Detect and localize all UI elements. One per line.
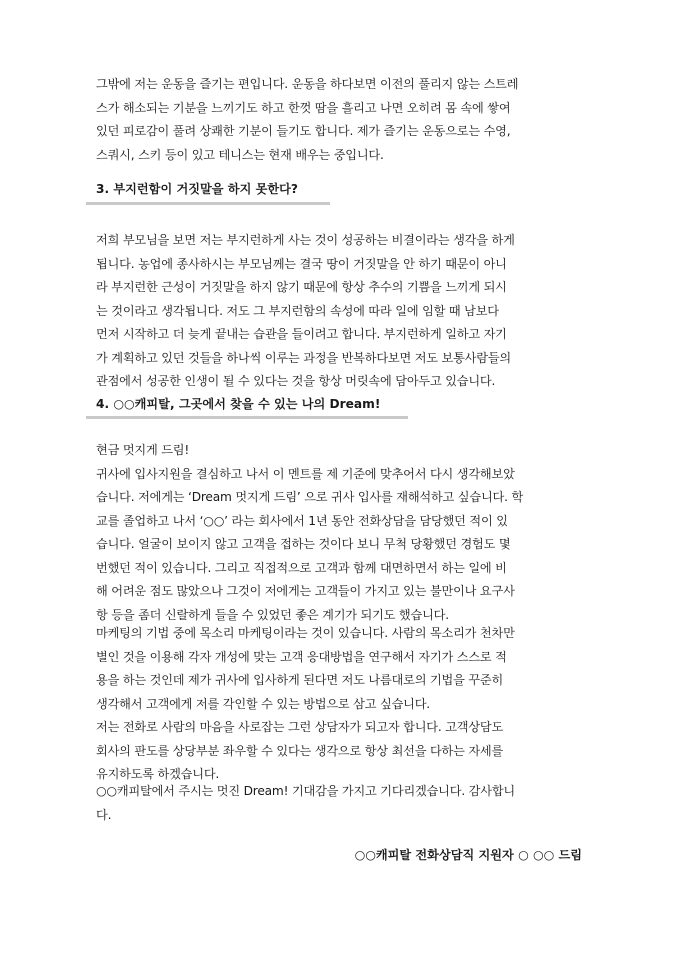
text-line: ○○캐피탈에서 주시는 멋진 Dream! 기대감을 가지고 기다리겠습니다. 감사합니	[96, 784, 515, 798]
text-line: 먼저 시작하고 더 늦게 끝내는 습관을 들이려고 합니다. 부지런하게 일하고 자기	[96, 327, 507, 341]
text-line: 다.	[96, 807, 112, 822]
section-4-heading: 4. ○○캐피탈, 그곳에서 찾을 수 있는 나의 Dream!	[96, 397, 381, 411]
section-4-paragraph-1	[96, 439, 584, 627]
text-line: 마케팅의 기법 중에 목소리 마케팅이라는 것이 있습니다. 사람의 목소리가 천차만	[96, 626, 515, 640]
text-line: 생각해서 고객에게 저를 각인할 수 있는 방법으로 삼고 싶습니다.	[96, 696, 430, 711]
text-line: 라 부지런한 근성이 거짓말을 하지 않기 때문에 항상 추수의 기쁨을 느끼게 되시	[96, 280, 507, 294]
text-line: 현금 멋지게 드림!	[96, 443, 190, 457]
section-3-paragraph	[96, 229, 584, 394]
text-line: 그밖에 저는 운동을 즐기는 편입니다. 운동을 하다보면 이전의 풀리지 않는 스트레	[96, 77, 519, 91]
text-line: 는 것이라고 생각됩니다. 저도 그 부지런함의 속성에 따라 일에 임할 때 남보다	[96, 303, 499, 318]
text-line: 가 계획하고 있던 것들을 하나씩 이루는 과정을 반복하다보면 저도 보통사람들의	[96, 350, 511, 365]
text-line: 별인 것을 이용해 각자 개성에 맞는 고객 응대방법을 연구해서 자기가 스스로 적	[96, 649, 507, 664]
signature: ○○캐피탈 전화상담직 지원자 ○ ○○ 드림	[354, 848, 582, 862]
text-line: 스쿼시, 스키 등이 있고 테니스는 현재 배우는 중입니다.	[96, 147, 384, 162]
section-3-heading: 3. 부지런함이 거짓말을 하지 못한다?	[96, 182, 298, 196]
text-line: 용을 하는 것인데 제가 귀사에 입사하게 된다면 저도 나름대로의 기법을 꾸준히	[96, 673, 504, 687]
section-3-underline	[86, 202, 330, 205]
text-line: 습니다. 얼굴이 보이지 않고 고객을 접하는 것이다 보니 무척 당황했던 경험도 몇	[96, 537, 511, 551]
text-line: 회사의 판도를 상당부분 좌우할 수 있다는 생각으로 항상 최선을 다하는 자세를	[96, 743, 504, 758]
section-4-underline	[86, 416, 408, 419]
text-line: 교를 졸업하고 나서 ‘○○’ 라는 회사에서 1년 동안 전화상담을 담당했던 적이 있	[96, 513, 508, 528]
text-line: 귀사에 입사지원을 결심하고 나서 이 멘트를 제 기준에 맞추어서 다시 생각해보았	[96, 466, 515, 481]
text-line: 해 어려운 점도 많았으나 그것이 저에게는 고객들이 가지고 있는 불만이나 요구사	[96, 584, 515, 598]
text-line: 습니다. 저에게는 ‘Dream 멋지게 드림’ 으로 귀사 입사를 재해석하고 싶습니다. 학	[96, 490, 524, 504]
text-line: 항 등을 좀더 신랄하게 들을 수 있었던 좋은 계기가 되기도 했습니다.	[96, 607, 449, 622]
text-line: 스가 해소되는 기분을 느끼기도 하고 한껏 땀을 흘리고 나면 오히려 몸 속에 쌓여	[96, 100, 511, 115]
section-4-paragraph-2	[96, 622, 584, 787]
text-line: 관점에서 성공한 인생이 될 수 있다는 것을 항상 머릿속에 담아두고 있습니다.	[96, 374, 496, 388]
text-line: 유지하도록 하겠습니다.	[96, 767, 220, 781]
intro-paragraph	[96, 73, 584, 167]
text-line: 번했던 적이 있습니다. 그리고 직접적으로 고객과 함께 대면하면서 하는 일에 비	[96, 560, 507, 575]
text-line: 있던 피로감이 풀려 상쾌한 기분이 들기도 합니다. 제가 즐기는 운동으로는 수영,	[96, 124, 511, 138]
section-4-paragraph-3	[96, 780, 584, 827]
text-line: 저희 부모님을 보면 저는 부지런하게 사는 것이 성공하는 비결이라는 생각을 하게	[96, 233, 515, 247]
text-line: 저는 전화로 사람의 마음을 사로잡는 그런 상담자가 되고자 합니다. 고객상담도	[96, 720, 504, 734]
text-line: 됩니다. 농업에 종사하시는 부모님께는 결국 땅이 거짓말을 안 하기 때문이 아니	[96, 256, 507, 271]
